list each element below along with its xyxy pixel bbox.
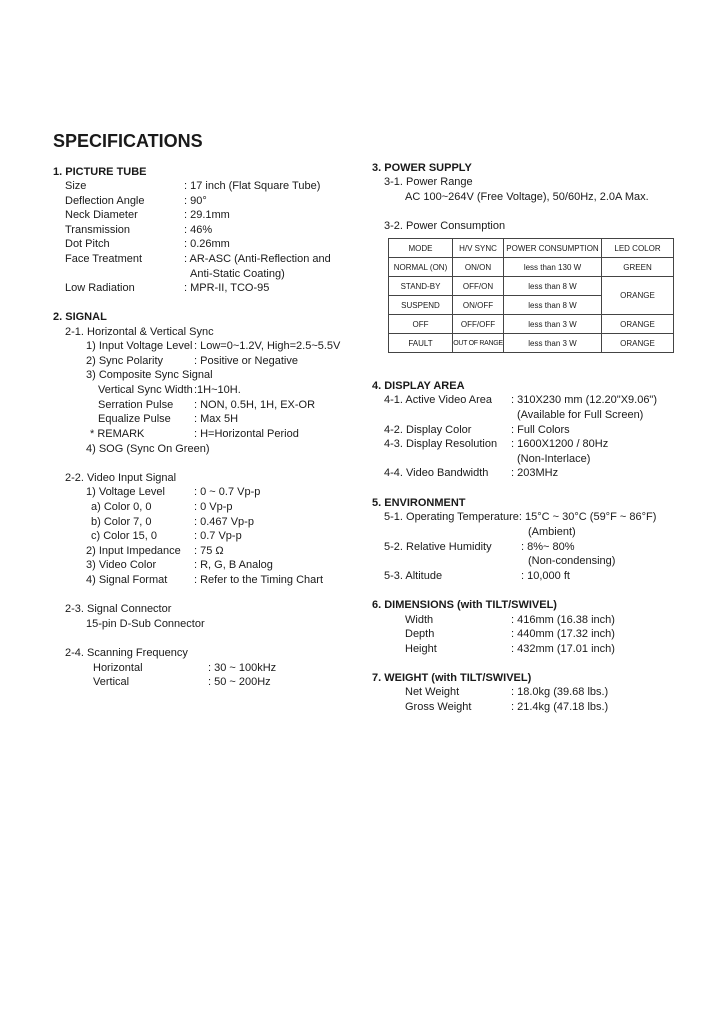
table-cell: ON/OFF — [453, 296, 504, 315]
spec-value: : Full Colors — [511, 424, 570, 436]
table-cell: OFF — [389, 315, 453, 334]
spec-label: Depth — [405, 628, 435, 640]
spec-value: : AR-ASC (Anti-Reflection and — [184, 253, 331, 265]
table-cell: ORANGE — [602, 334, 674, 353]
spec-value: : Positive or Negative — [194, 355, 298, 367]
table-header-cell: POWER CONSUMPTION — [504, 239, 602, 258]
signal-heading: 2. SIGNAL — [53, 311, 107, 323]
power-range-subheading: 3-1. Power Range — [384, 176, 473, 188]
spec-label: 5-2. Relative Humidity — [384, 541, 492, 553]
spec-value: : NON, 0.5H, 1H, EX-OR — [194, 399, 316, 411]
table-cell: OUT OF RANGE — [453, 334, 504, 353]
dimensions-heading: 6. DIMENSIONS (with TILT/SWIVEL) — [372, 599, 557, 611]
display-heading: 4. DISPLAY AREA — [372, 380, 465, 392]
table-cell: OFF/OFF — [453, 315, 504, 334]
spec-label: Serration Pulse — [98, 399, 174, 411]
spec-value: : 0.7 Vp-p — [194, 530, 242, 542]
spec-note: (Ambient) — [528, 526, 576, 538]
spec-value: : 90° — [184, 195, 207, 207]
spec-value: : 10,000 ft — [521, 570, 570, 582]
spec-label: * REMARK — [90, 428, 145, 440]
table-cell: SUSPEND — [389, 296, 453, 315]
table-cell: less than 130 W — [504, 258, 602, 277]
spec-value-continued: Anti-Static Coating) — [190, 268, 285, 280]
table-cell: less than 3 W — [504, 315, 602, 334]
spec-value: : MPR-II, TCO-95 — [184, 282, 270, 294]
spec-value: : 46% — [184, 224, 213, 236]
spec-label: 5-1. Operating Temperature: 15°C ~ 30°C (59°F ~ 86°F) — [384, 511, 657, 523]
power-heading: 3. POWER SUPPLY — [372, 162, 472, 174]
spec-label: Vertical Sync Width — [98, 384, 193, 396]
spec-value: : 75 Ω — [194, 545, 224, 557]
spec-value: : 432mm (17.01 inch) — [511, 643, 615, 655]
spec-value: : Max 5H — [194, 413, 239, 425]
spec-value: : 1600X1200 / 80Hz — [511, 438, 609, 450]
spec-label: 3) Video Color — [86, 559, 157, 571]
table-cell: GREEN — [602, 258, 674, 277]
spec-label: Equalize Pulse — [98, 413, 171, 425]
power-range-value: AC 100~264V (Free Voltage), 50/60Hz, 2.0A Max. — [405, 191, 649, 203]
weight-heading: 7. WEIGHT (with TILT/SWIVEL) — [372, 672, 532, 684]
spec-label: b) Color 7, 0 — [91, 516, 152, 528]
picture-tube-heading: 1. PICTURE TUBE — [53, 166, 147, 178]
spec-label: 4-2. Display Color — [384, 424, 472, 436]
spec-value: : 203MHz — [511, 467, 559, 479]
table-cell: less than 3 W — [504, 334, 602, 353]
spec-value: : 0.26mm — [184, 238, 230, 250]
spec-label: 4-1. Active Video Area — [384, 394, 493, 406]
spec-value: : 21.4kg (47.18 lbs.) — [511, 701, 609, 713]
table-header-cell: MODE — [389, 239, 453, 258]
spec-value: : 29.1mm — [184, 209, 230, 221]
spec-label: Dot Pitch — [65, 238, 110, 250]
spec-value: : 0 ~ 0.7 Vp-p — [194, 486, 261, 498]
spec-label: Vertical — [93, 676, 130, 688]
table-cell: less than 8 W — [504, 296, 602, 315]
connector-subheading: 2-3. Signal Connector — [65, 603, 172, 615]
table-cell: ORANGE — [602, 315, 674, 334]
spec-value: :1H~10H. — [194, 384, 241, 396]
spec-value: : H=Horizontal Period — [194, 428, 299, 440]
spec-label: 1) Voltage Level — [86, 486, 165, 498]
spec-label: Gross Weight — [405, 701, 472, 713]
spec-value: : 30 ~ 100kHz — [208, 662, 277, 674]
table-row — [389, 334, 674, 353]
spec-label: 4-3. Display Resolution — [384, 438, 498, 450]
spec-label: Width — [405, 614, 434, 626]
spec-value: : R, G, B Analog — [194, 559, 273, 571]
spec-note: (Non-condensing) — [528, 555, 616, 567]
table-header-row — [389, 239, 674, 258]
spec-label: Horizontal — [93, 662, 143, 674]
spec-value: : 0.467 Vp-p — [194, 516, 254, 528]
spec-label: 2) Sync Polarity — [86, 355, 164, 367]
connector-value: 15-pin D-Sub Connector — [86, 618, 205, 630]
spec-value: : 416mm (16.38 inch) — [511, 614, 615, 626]
spec-label: 3) Composite Sync Signal — [86, 369, 213, 381]
table-cell: OFF/ON — [453, 277, 504, 296]
spec-label: 4) SOG (Sync On Green) — [86, 443, 210, 455]
table-cell: ON/ON — [453, 258, 504, 277]
spec-note: (Non-Interlace) — [517, 453, 591, 465]
table-cell: FAULT — [389, 334, 453, 353]
spec-label: Net Weight — [405, 686, 460, 698]
spec-value: : 440mm (17.32 inch) — [511, 628, 615, 640]
spec-value: : Low=0~1.2V, High=2.5~5.5V — [194, 340, 341, 352]
spec-value: : 310X230 mm (12.20"X9.06") — [511, 394, 658, 406]
table-header-cell: H/V SYNC — [453, 239, 504, 258]
spec-label: c) Color 15, 0 — [91, 530, 158, 542]
page-title: SPECIFICATIONS — [53, 131, 203, 151]
table-cell: STAND-BY — [389, 277, 453, 296]
spec-label: Transmission — [65, 224, 130, 236]
spec-value: : 17 inch (Flat Square Tube) — [184, 180, 321, 192]
spec-label: 4) Signal Format — [86, 574, 168, 586]
environment-heading: 5. ENVIRONMENT — [372, 497, 466, 509]
spec-value: : 50 ~ 200Hz — [208, 676, 271, 688]
table-cell: ORANGE — [602, 277, 674, 315]
scan-subheading: 2-4. Scanning Frequency — [65, 647, 188, 659]
video-subheading: 2-2. Video Input Signal — [65, 472, 177, 484]
table-row — [389, 315, 674, 334]
spec-label: Face Treatment — [65, 253, 143, 265]
spec-label: 4-4. Video Bandwidth — [384, 467, 489, 479]
spec-value: : 0 Vp-p — [194, 501, 233, 513]
spec-value: : 18.0kg (39.68 lbs.) — [511, 686, 609, 698]
sync-subheading: 2-1. Horizontal & Vertical Sync — [65, 326, 214, 338]
table-row — [389, 277, 674, 296]
table-cell: less than 8 W — [504, 277, 602, 296]
spec-label: Low Radiation — [65, 282, 135, 294]
spec-label: Height — [405, 643, 437, 655]
spec-note: (Available for Full Screen) — [517, 409, 644, 421]
spec-value: : 8%~ 80% — [521, 541, 575, 553]
table-header-cell: LED COLOR — [602, 239, 674, 258]
spec-label: Deflection Angle — [65, 195, 145, 207]
table-row — [389, 258, 674, 277]
spec-value: : Refer to the Timing Chart — [194, 574, 323, 586]
spec-label: Size — [65, 180, 87, 192]
spec-label: 5-3. Altitude — [384, 570, 443, 582]
spec-label: a) Color 0, 0 — [91, 501, 152, 513]
spec-label: Neck Diameter — [65, 209, 138, 221]
spec-label: 2) Input Impedance — [86, 545, 181, 557]
spec-label: 1) Input Voltage Level — [86, 340, 193, 352]
power-consumption-table — [388, 238, 674, 353]
power-consumption-subheading: 3-2. Power Consumption — [384, 220, 506, 232]
table-cell: NORMAL (ON) — [389, 258, 453, 277]
